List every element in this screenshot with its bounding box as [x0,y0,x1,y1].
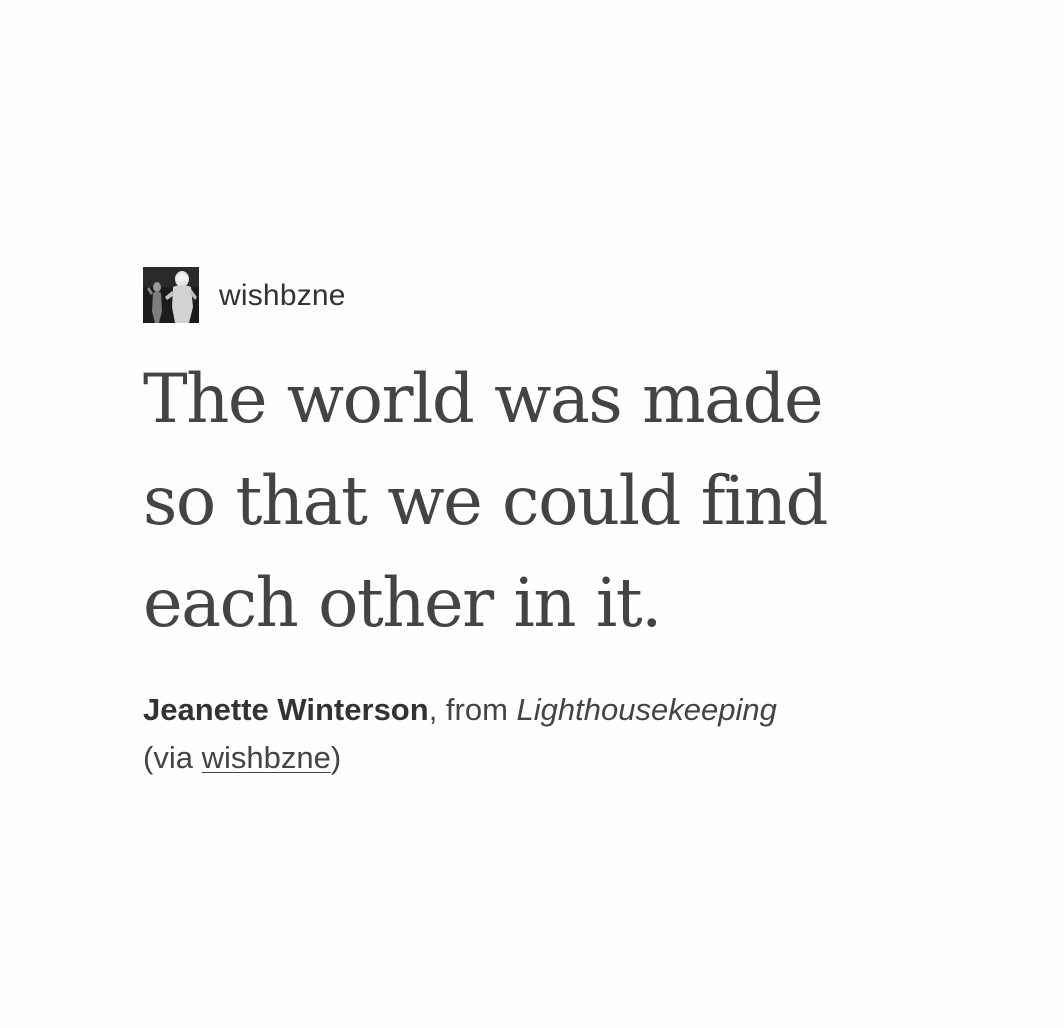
quote-line: each other in it. [143,564,661,642]
source-book: Lighthousekeeping [516,692,777,727]
username-link[interactable]: wishbzne [219,279,346,312]
avatar[interactable] [143,267,199,323]
avatar-photo-icon [143,267,199,323]
via-line [143,734,1023,782]
quote-line: so that we could find [143,462,827,540]
via-prefix: (via [143,740,202,775]
via-user-link[interactable]: wishbzne [201,740,331,775]
source-attribution [143,686,1023,734]
source-author: Jeanette Winterson [143,692,429,727]
quote-line: The world was made [143,360,823,438]
quote-post [143,266,1023,782]
post-header [143,266,1023,324]
via-suffix: ) [330,740,342,775]
quote-text [143,348,1023,654]
source-from-text: , from [428,692,517,727]
quote-source [143,686,1023,782]
